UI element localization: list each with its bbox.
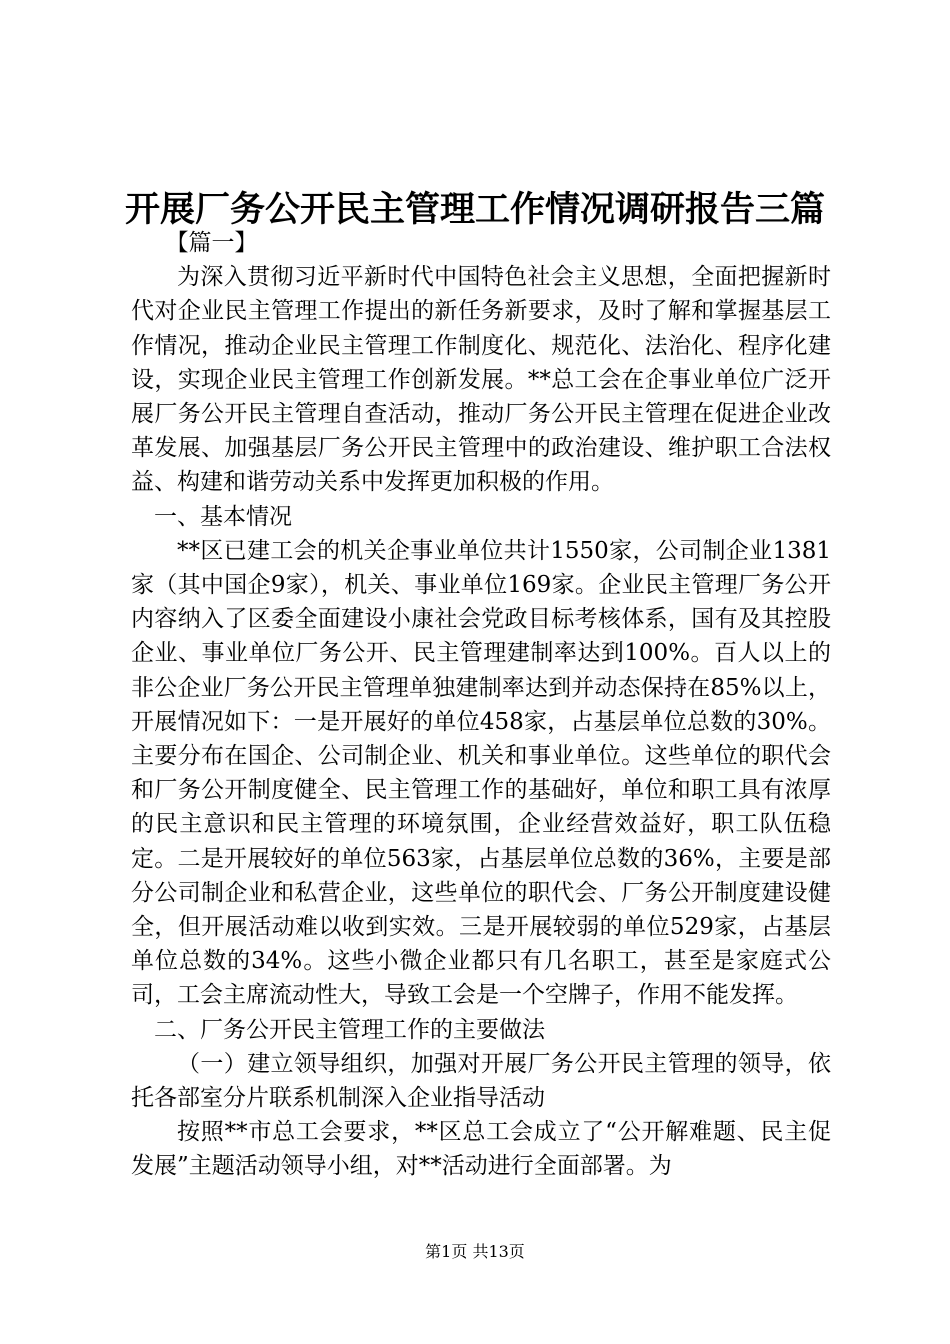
intro-paragraph: 为深入贯彻习近平新时代中国特色社会主义思想，全面把握新时代对企业民主管理工作提出的新任务新要求，及时了解和掌握基层工作情况，推动企业民主管理工作制度化、规范化、法治化、程序化建设，实现企业民主管理工作创新发展。**总工会在企事业单位广泛开展厂务公开民主管理自查活动，推动厂务公开民主管理在促进企业改革发展、加强基层厂务公开民主管理中的政治建设、维护职工合法权益、构建和谐劳动关系中发挥更加积极的作用。	[131, 264, 831, 496]
section-heading-practices: 二、厂务公开民主管理工作的主要做法	[154, 1016, 545, 1043]
page-indicator: 第1页 共13页	[425, 1242, 525, 1261]
basic-situation-paragraph: **区已建工会的机关企事业单位共计1550家，公司制企业1381家（其中国企9家），机关、事业单位169家。企业民主管理厂务公开内容纳入了区委全面建设小康社会党政目标考核体系，国有及其控股企业、事业单位厂务公开、民主管理建制率达到100%。百人以上的非公企业厂务公开民主管理单独建制率达到并动态保持在85%以上，开展情况如下：一是开展好的单位458家，占基层单位总数的30%。主要分布在国企、公司制企业、机关和事业单位。这些单位的职代会和厂务公开制度健全、民主管理工作的基础好，单位和职工具有浓厚的民主意识和民主管理的环境氛围，企业经营效益好，职工队伍稳定。二是开展较好的单位563家，占基层单位总数的36%，主要是部分公司制企业和私营企业，这些单位的职代会、厂务公开制度建设健全，但开展活动难以收到实效。三是开展较弱的单位529家，占基层单位总数的34%。这些小微企业都只有几名职工，甚至是家庭式公司，工会主席流动性大，导致工会是一个空牌子，作用不能发挥。	[131, 537, 831, 1009]
document-body	[131, 226, 831, 1184]
part-label: 【篇一】	[165, 230, 258, 256]
section-heading-basic: 一、基本情况	[154, 503, 292, 530]
subsection-heading-leadership: （一）建立领导组织，加强对开展厂务公开民主管理的领导，依托各部室分片联系机制深入企业指导活动	[131, 1050, 831, 1112]
leadership-paragraph: 按照**市总工会要求，**区总工会成立了“公开解难题、民主促发展”主题活动领导小组，对**活动进行全面部署。为	[131, 1119, 831, 1180]
document-title: 开展厂务公开民主管理工作情况调研报告三篇	[124, 190, 825, 230]
